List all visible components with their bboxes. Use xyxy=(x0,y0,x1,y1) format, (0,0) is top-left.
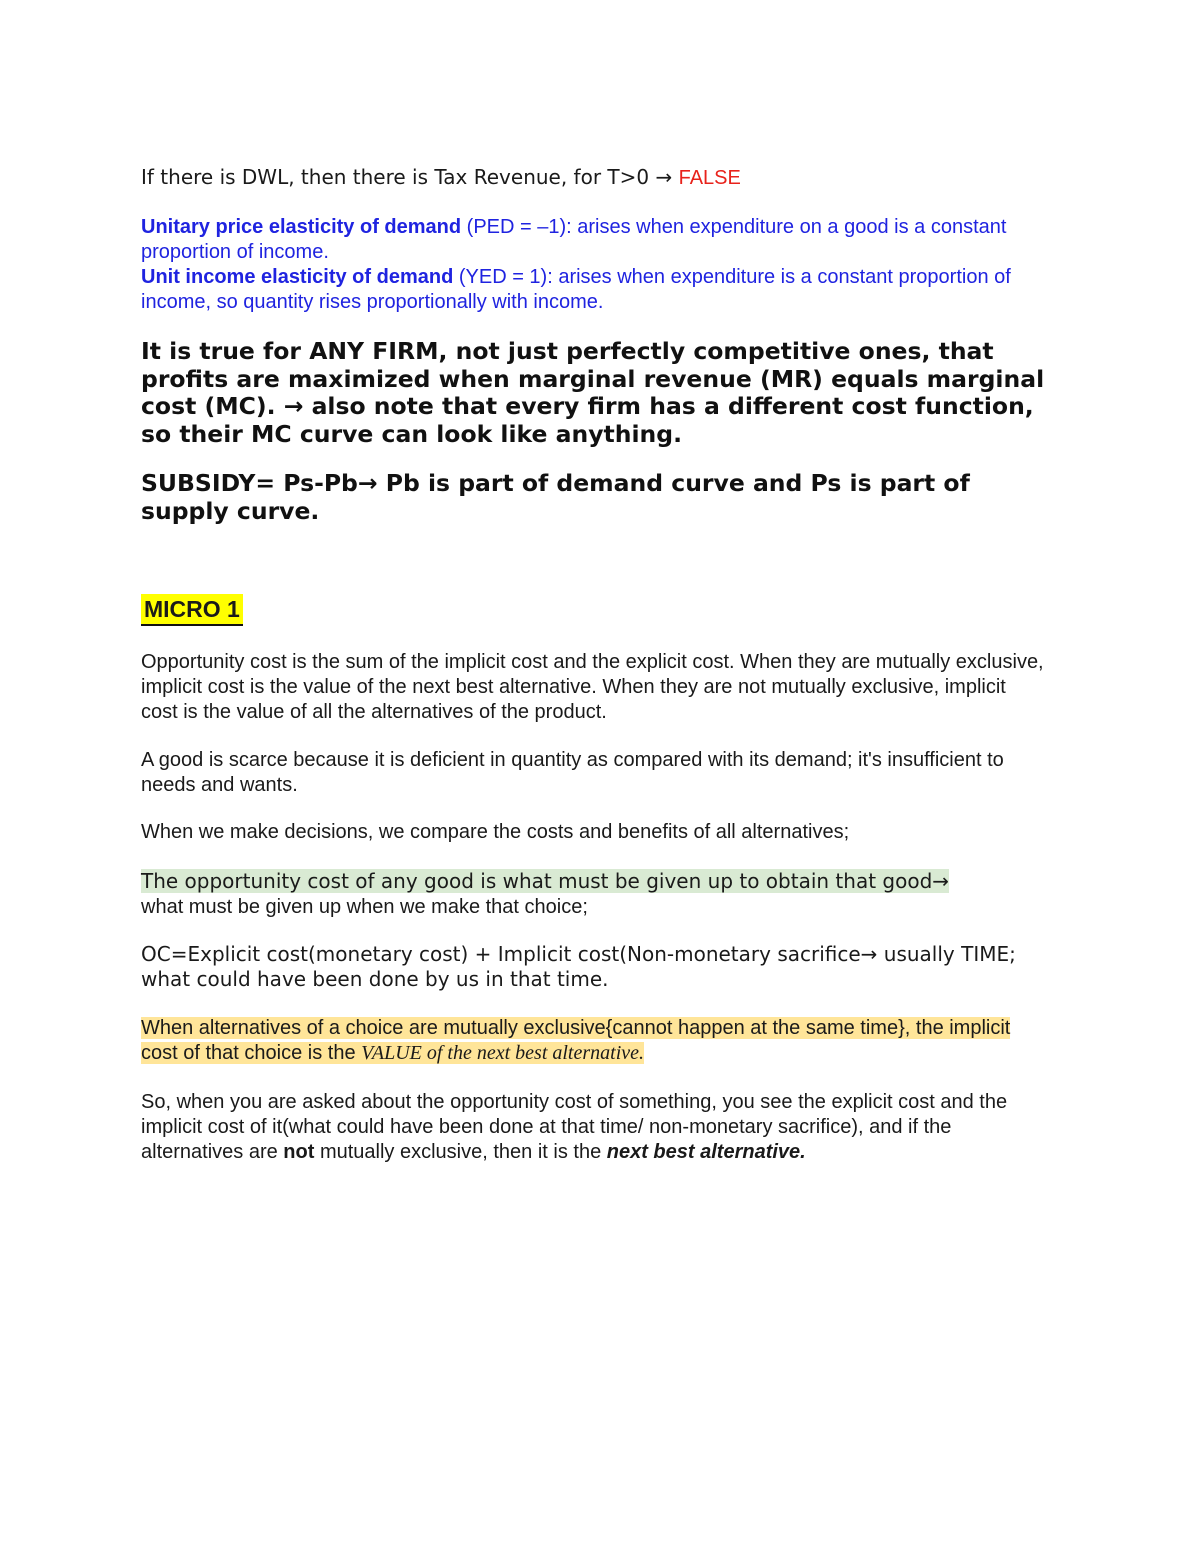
paragraph-oc-any-good xyxy=(141,869,1056,920)
summary-text-1: So, when you are asked about the opportunity cost of something, you see the explicit cost and the implicit cost of it(what could have been done at that time/ non-monetary sacrifice), and if the alternatives are xyxy=(141,1091,1008,1163)
subsidy-note: SUBSIDY= Ps-Pb→ Pb is part of demand curve and Ps is part of supply curve. xyxy=(141,469,970,525)
dwl-statement-text: If there is DWL, then there is Tax Revenue, for T>0 → xyxy=(141,165,679,189)
yed-definition xyxy=(141,265,1061,315)
ped-description: (PED = –1): arises when expenditure on a good is a constant proportion of income. xyxy=(141,216,1007,263)
elasticity-definitions xyxy=(141,215,1061,315)
paragraph-mutually-exclusive xyxy=(141,1016,1021,1066)
yed-term: Unit income elasticity of demand xyxy=(141,266,454,288)
firm-profit-note: It is true for ANY FIRM, not just perfectly competitive ones, that profits are maximized when marginal revenue (MR) equals marginal cost (MC). → also note that every firm has a different cost function, so their MC curve can look like anything. xyxy=(141,337,1045,448)
oc-any-good-highlight: The opportunity cost of any good is what must be given up to obtain that good→ xyxy=(141,869,950,893)
paragraph-oc-formula: OC=Explicit cost(monetary cost) + Implicit cost(Non-monetary sacrifice→ usually TIME; what could have been done by us in that time. xyxy=(141,942,1016,991)
yed-description: (YED = 1): arises when expenditure is a constant proportion of income, so quantity rises proportionally with income. xyxy=(141,266,1011,313)
summary-next-best: next best alternative. xyxy=(606,1141,806,1163)
dwl-statement xyxy=(141,165,1061,191)
section-title-micro-1: MICRO 1 xyxy=(141,594,243,626)
ped-term: Unitary price elasticity of demand xyxy=(141,216,462,238)
paragraph-opportunity-cost: Opportunity cost is the sum of the implicit cost and the explicit cost. When they are mutually exclusive, implicit cost is the value of the next best alternative. When they are not mutually exclusive, implicit cost is the value of all the alternatives of the product. xyxy=(141,651,1044,723)
paragraph-decisions: When we make decisions, we compare the costs and benefits of all alternatives; xyxy=(141,821,850,843)
paragraph-scarcity: A good is scarce because it is deficient in quantity as compared with its demand; it's insufficient to needs and wants. xyxy=(141,749,1004,796)
ped-definition xyxy=(141,215,1061,265)
paragraph-summary xyxy=(141,1090,1059,1165)
summary-text-2: mutually exclusive, then it is the xyxy=(314,1141,607,1163)
summary-not: not xyxy=(283,1141,315,1163)
oc-any-good-rest: what must be given up when we make that choice; xyxy=(141,896,588,918)
section-heading xyxy=(141,596,243,623)
false-verdict: FALSE xyxy=(678,167,741,189)
mutually-exclusive-highlight-2: VALUE of the next best alternative. xyxy=(361,1042,645,1064)
mutually-exclusive-highlight-1: When alternatives of a choice are mutually exclusive{cannot happen at the same time}, the implicit cost of that choice is the xyxy=(141,1017,1011,1064)
